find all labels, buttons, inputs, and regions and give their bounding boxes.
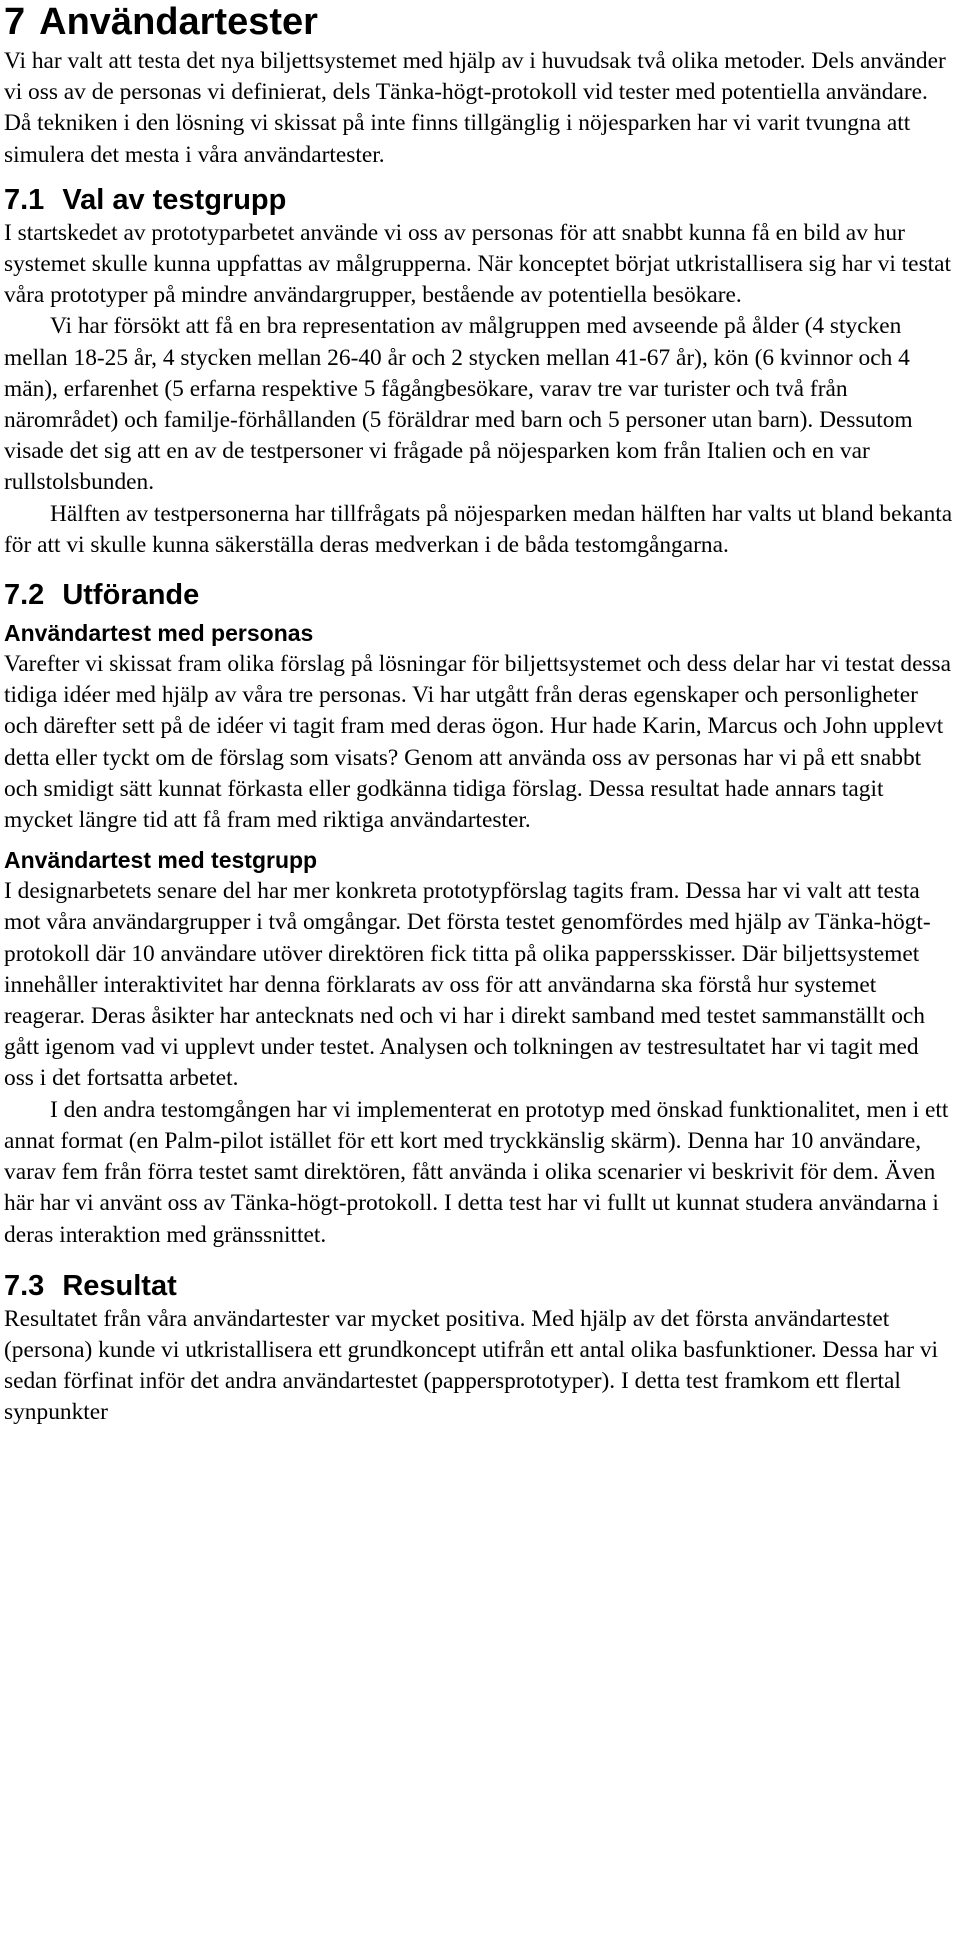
subsection-heading: Användartest med testgrupp: [4, 847, 318, 874]
paragraph: Vi har försökt att få en bra representation av målgruppen med avseende på ålder (4 stycken mellan 18-25 år, 4 stycken mellan 26-40 år och 2 stycken mellan 41-67 år), kön (6 kvinnor och 4 män), erfarenhet (5 erfarna respektive 5 fågångbesökare, varav tre var turister och två från närområdet) och familje-förhållanden (5 föräldrar med barn och 5 personer utan barn). Dessutom visade det sig att en av de testpersoner vi frågade på nöjesparken kom från Italien och en var rullstolsbunden.: [4, 313, 913, 496]
section-number: 7.2: [4, 579, 45, 612]
section-title: Resultat: [62, 1269, 177, 1302]
section-title: Utförande: [62, 579, 200, 612]
paragraph: Resultatet från våra användartester var mycket positiva. Med hjälp av det första användartestet (persona) kunde vi utkristallisera ett grundkoncept utifrån ett antal olika basfunktioner. Dessa har vi sedan förfinat inför det andra användartestet (pappersprototyper). I detta test framkom ett flertal synpunkter: [4, 1305, 939, 1426]
chapter-number: 7: [4, 1, 26, 43]
paragraph: Hälften av testpersonerna har tillfrågats på nöjesparken medan hälften har valts ut bland bekanta för att vi skulle kunna säkerställa deras medverkan i de båda testomgångarna.: [4, 500, 953, 558]
chapter-heading: [4, 0, 954, 44]
section-number: 7.1: [4, 183, 45, 216]
chapter-title: Användartester: [39, 1, 318, 43]
subsection-heading: Användartest med personas: [4, 620, 314, 647]
section-heading-7-2: [4, 578, 954, 612]
paragraph: I den andra testomgången har vi implementerat en prototyp med önskad funktionalitet, men i ett annat format (en Palm-pilot istället för ett kort med tryckkänslig skärm). Denna har 10 användare, varav fem från förra testet samt direktören, fått använda i olika scenarier vi beskrivit för dem. Även här har vi använt oss av Tänka-högt-protokoll. I detta test har vi fullt ut kunnat studera användarna i deras interaktion med gränssnittet.: [4, 1096, 949, 1248]
section-heading-7-1: [4, 183, 954, 217]
section-title: Val av testgrupp: [62, 183, 287, 216]
paragraph: Varefter vi skissat fram olika förslag på lösningar för biljettsystemet och dess delar har vi testat dessa tidiga idéer med hjälp av våra tre personas. Vi har utgått från deras egenskaper och personligheter och därefter sett på de idéer vi tagit fram med deras ögon. Hur hade Karin, Marcus och John upplevt detta eller tyckt om de förslag som visats? Genom att använda oss av personas har vi på ett snabbt och smidigt sätt kunnat förkasta eller godkänna tidiga förslag. Dessa resultat hade annars tagit mycket längre tid att få fram med riktiga användartester.: [4, 651, 952, 834]
chapter-intro-paragraph: Vi har valt att testa det nya biljettsystemet med hjälp av i huvudsak två olika metoder. Dels använder vi oss av de personas vi definierat, dels Tänka-högt-protokoll vid tester med potentiella användare. Då tekniken i den lösning vi skissat på inte finns tillgänglig i nöjesparken har vi varit tvungna att simulera det mesta i våra användartester.: [4, 48, 946, 168]
paragraph: I designarbetets senare del har mer konkreta prototypförslag tagits fram. Dessa har vi valt att testa mot våra användargrupper i två omgångar. Det första testet genomfördes med hjälp av Tänka-högt-protokoll där 10 användare utöver direktören fick titta på olika pappersskisser. Där biljettsystemet innehåller interaktivitet har denna förklarats av oss för att användarna ska förstå hur systemet reagerar. Deras åsikter har antecknats ned och vi har i direkt samband med testet sammanställt och gått igenom vad vi upplevt under testet. Analysen och tolkningen av testresultatet har vi tagit med oss i det fortsatta arbetet.: [4, 878, 931, 1092]
section-number: 7.3: [4, 1269, 45, 1302]
paragraph: I startskedet av prototyparbetet använde vi oss av personas för att snabbt kunna få en bild av hur systemet skulle kunna uppfattas av målgrupperna. När konceptet börjat utkristallisera sig har vi testat våra prototyper på mindre användargrupper, bestående av potentiella besökare.: [4, 219, 952, 309]
section-heading-7-3: [4, 1269, 954, 1303]
